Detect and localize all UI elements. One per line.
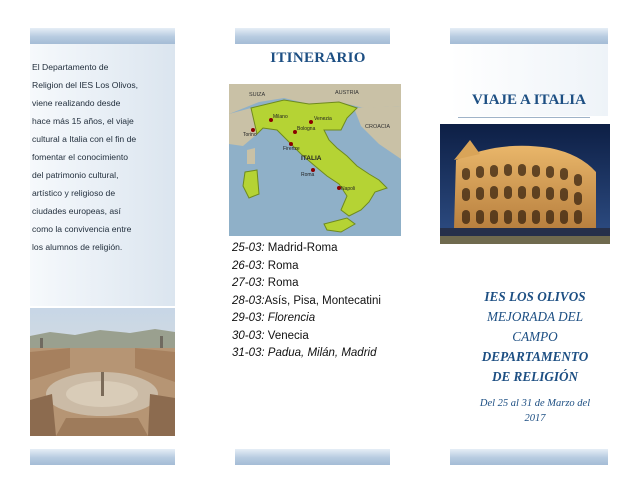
- map-label-milano: Milano: [273, 114, 288, 120]
- itinerary-title: ITINERARIO: [270, 50, 366, 66]
- intro-line: Religion del IES Los Olivos,: [32, 80, 139, 90]
- itinerary-item: [232, 240, 402, 258]
- school-town-line: MEJORADA DEL: [486, 309, 584, 324]
- map-label-torino: Torino: [243, 132, 257, 138]
- colosseum-photo: [440, 124, 610, 244]
- intro-line: El Departamento de: [32, 62, 109, 72]
- intro-line: fomentar el conocimiento: [32, 152, 129, 162]
- itinerary-date: 26-03:: [232, 259, 265, 272]
- itinerary-item: [232, 328, 402, 346]
- top-bar-left: [30, 28, 175, 44]
- map-label-venezia: Venezia: [314, 116, 332, 122]
- itinerary-place: Venecia: [264, 329, 309, 342]
- intro-line: los alumnos de religión.: [32, 242, 123, 252]
- map-label-suiza: SUIZA: [249, 92, 266, 98]
- intro-paragraph: [32, 58, 164, 256]
- itinerary-date: 29-03:: [232, 312, 265, 324]
- intro-line: del patrimonio cultural,: [32, 170, 119, 180]
- map-label-firenze: Firenze: [283, 146, 300, 152]
- department-line: DE RELIGIÓN: [491, 369, 579, 384]
- itinerary-list: [232, 240, 402, 363]
- itinerary-place: Madrid-Roma: [264, 242, 338, 254]
- bottom-bar-left: [30, 449, 175, 465]
- itinerary-place: Asís, Pisa, Montecatini: [264, 294, 381, 307]
- itinerary-place: Florencia: [264, 312, 316, 324]
- intro-line: cultural a Italia con el fin de: [32, 134, 137, 144]
- map-label-napoli: Napoli: [341, 186, 356, 192]
- trip-dates-year: 2017: [524, 413, 546, 424]
- top-bar-right: [450, 28, 608, 44]
- map-label-roma: Roma: [301, 172, 315, 178]
- trip-dates-line: Del 25 al 31 de Marzo del: [479, 398, 591, 409]
- itinerary-item: [232, 310, 402, 328]
- itinerary-date: 28-03:: [232, 294, 265, 307]
- italy-map: [229, 84, 401, 236]
- intro-line: como la convivencia entre: [32, 224, 132, 234]
- vatican-photo: [30, 308, 175, 436]
- title-divider: [458, 117, 590, 118]
- itinerary-item: [232, 345, 402, 363]
- school-name: IES LOS OLIVOS: [484, 289, 586, 304]
- itinerary-date: 25-03:: [232, 242, 265, 254]
- map-label-italia: ITALIA: [301, 155, 322, 162]
- intro-line: viene realizando desde: [32, 98, 121, 108]
- itinerary-item: [232, 275, 402, 293]
- intro-line: hace más 15 años, el viaje: [32, 116, 134, 126]
- department-line: DEPARTAMENTO: [481, 349, 589, 364]
- school-town-line: CAMPO: [512, 329, 558, 344]
- bottom-bar-right: [450, 449, 608, 465]
- itinerary-place: Roma: [264, 259, 299, 272]
- itinerary-date: 31-03:: [232, 347, 265, 359]
- bottom-bar-middle: [235, 449, 390, 465]
- itinerary-place: Roma: [264, 277, 299, 289]
- top-bar-middle: [235, 28, 390, 44]
- itinerary-date: 27-03:: [232, 277, 265, 289]
- intro-line: artístico y religioso de: [32, 188, 116, 198]
- itinerary-place: Padua, Milán, Madrid: [264, 347, 377, 359]
- trip-title: VIAJE A ITALIA: [472, 92, 586, 108]
- map-label-austria: AUSTRIA: [335, 90, 359, 96]
- map-label-bologna: Bologna: [297, 126, 316, 132]
- map-label-croacia: CROACIA: [365, 124, 391, 130]
- itinerary-item: [232, 258, 402, 276]
- intro-line: ciudades europeas, así: [32, 206, 121, 216]
- school-info: [466, 287, 604, 387]
- itinerary-date: 30-03:: [232, 329, 265, 342]
- itinerary-item: [232, 293, 402, 311]
- trip-dates: [466, 396, 604, 426]
